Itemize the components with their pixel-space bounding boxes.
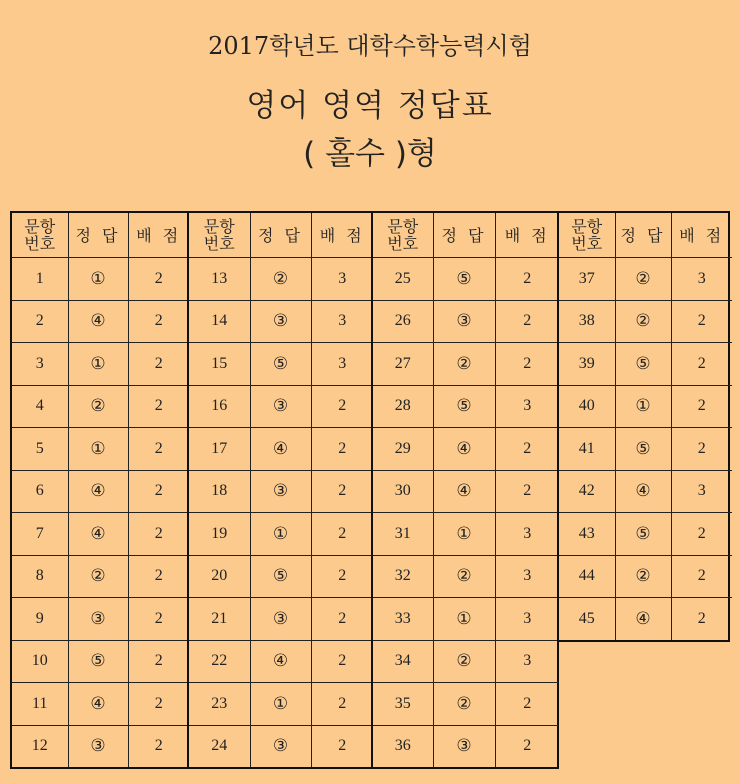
- header-points: 배 점: [671, 213, 732, 258]
- points: 2: [311, 725, 373, 767]
- correct-answer: ⑤: [615, 513, 671, 556]
- question-number: 36: [373, 725, 433, 767]
- correct-answer: ③: [250, 725, 311, 767]
- points: 3: [495, 555, 559, 598]
- points: 2: [495, 725, 559, 767]
- question-number: 41: [559, 428, 615, 471]
- points: 3: [495, 385, 559, 428]
- header-answer: 정 답: [68, 213, 128, 258]
- table-row: [12, 513, 189, 556]
- table-row: [12, 258, 189, 301]
- table-row: [12, 640, 189, 683]
- question-number: 28: [373, 385, 433, 428]
- points: 2: [311, 428, 373, 471]
- question-number: 19: [189, 513, 250, 556]
- header-question-number: 문항 번호: [559, 213, 615, 258]
- correct-answer: ①: [250, 683, 311, 726]
- correct-answer: ②: [250, 258, 311, 301]
- points: 2: [495, 428, 559, 471]
- table-row: [373, 683, 559, 726]
- question-number: 9: [12, 598, 68, 641]
- correct-answer: ⑤: [68, 640, 128, 683]
- points: 2: [128, 258, 189, 301]
- table-row: [189, 258, 373, 301]
- answer-group-4: [557, 211, 730, 642]
- points: 3: [311, 343, 373, 386]
- points: 3: [495, 513, 559, 556]
- correct-answer: ②: [433, 555, 495, 598]
- correct-answer: ④: [68, 683, 128, 726]
- correct-answer: ③: [250, 385, 311, 428]
- points: 3: [671, 258, 732, 301]
- question-number: 22: [189, 640, 250, 683]
- question-number: 42: [559, 470, 615, 513]
- points: 2: [128, 300, 189, 343]
- table-row: [189, 683, 373, 726]
- question-number: 4: [12, 385, 68, 428]
- question-number: 7: [12, 513, 68, 556]
- points: 2: [128, 725, 189, 767]
- question-number: 2: [12, 300, 68, 343]
- correct-answer: ⑤: [615, 428, 671, 471]
- points: 2: [495, 300, 559, 343]
- exam-title: 2017학년도 대학수학능력시험: [208, 32, 532, 60]
- header-points: 배 점: [128, 213, 189, 258]
- points: 2: [311, 470, 373, 513]
- points: 2: [128, 343, 189, 386]
- table-row: [373, 428, 559, 471]
- table-row: [373, 300, 559, 343]
- correct-answer: ②: [615, 258, 671, 301]
- table-row: [559, 428, 732, 471]
- correct-answer: ④: [433, 470, 495, 513]
- correct-answer: ③: [250, 598, 311, 641]
- points: 2: [311, 555, 373, 598]
- question-number: 32: [373, 555, 433, 598]
- header-points: 배 점: [311, 213, 373, 258]
- question-number: 29: [373, 428, 433, 471]
- question-number: 24: [189, 725, 250, 767]
- correct-answer: ③: [250, 300, 311, 343]
- points: 2: [128, 428, 189, 471]
- subject-title: 영어 영역 정답표: [246, 88, 494, 124]
- points: 2: [311, 683, 373, 726]
- question-number: 37: [559, 258, 615, 301]
- table-row: [12, 343, 189, 386]
- points: 3: [671, 470, 732, 513]
- points: 2: [128, 598, 189, 641]
- header-points: 배 점: [495, 213, 559, 258]
- question-number: 12: [12, 725, 68, 767]
- correct-answer: ②: [433, 343, 495, 386]
- points: 3: [495, 598, 559, 641]
- correct-answer: ①: [68, 343, 128, 386]
- question-number: 21: [189, 598, 250, 641]
- type-label: ( 홀수 )형: [303, 136, 437, 172]
- points: 2: [671, 385, 732, 428]
- question-number: 40: [559, 385, 615, 428]
- correct-answer: ①: [433, 513, 495, 556]
- question-number: 17: [189, 428, 250, 471]
- question-number: 43: [559, 513, 615, 556]
- points: 2: [495, 343, 559, 386]
- question-number: 15: [189, 343, 250, 386]
- points: 3: [311, 258, 373, 301]
- points: 2: [128, 513, 189, 556]
- points: 2: [311, 513, 373, 556]
- question-number: 13: [189, 258, 250, 301]
- question-number: 39: [559, 343, 615, 386]
- answer-group-1: [10, 211, 189, 769]
- table-row: [559, 300, 732, 343]
- table-row: [189, 555, 373, 598]
- question-number: 18: [189, 470, 250, 513]
- question-number: 11: [12, 683, 68, 726]
- points: 2: [671, 513, 732, 556]
- table-row: [189, 300, 373, 343]
- table-row: [189, 428, 373, 471]
- correct-answer: ②: [433, 640, 495, 683]
- points: 2: [311, 640, 373, 683]
- points: 2: [128, 385, 189, 428]
- correct-answer: ①: [68, 258, 128, 301]
- table-row: [373, 385, 559, 428]
- points: 2: [671, 598, 732, 640]
- correct-answer: ⑤: [615, 343, 671, 386]
- question-number: 27: [373, 343, 433, 386]
- correct-answer: ②: [615, 300, 671, 343]
- correct-answer: ④: [615, 470, 671, 513]
- question-number: 8: [12, 555, 68, 598]
- header-question-number: 문항 번호: [373, 213, 433, 258]
- table-row: [373, 725, 559, 767]
- table-row: [12, 300, 189, 343]
- question-number: 3: [12, 343, 68, 386]
- correct-answer: ③: [433, 300, 495, 343]
- correct-answer: ④: [615, 598, 671, 640]
- points: 2: [671, 300, 732, 343]
- correct-answer: ①: [250, 513, 311, 556]
- table-row: [12, 683, 189, 726]
- header-answer: 정 답: [250, 213, 311, 258]
- question-number: 26: [373, 300, 433, 343]
- correct-answer: ①: [433, 598, 495, 641]
- points: 2: [128, 470, 189, 513]
- correct-answer: ④: [250, 640, 311, 683]
- header-question-number: 문항 번호: [189, 213, 250, 258]
- table-row: [189, 470, 373, 513]
- points: 2: [671, 343, 732, 386]
- answer-group-3: [371, 211, 559, 769]
- correct-answer: ③: [68, 598, 128, 641]
- question-number: 33: [373, 598, 433, 641]
- correct-answer: ⑤: [433, 385, 495, 428]
- table-row: [373, 640, 559, 683]
- points: 2: [495, 683, 559, 726]
- table-row: [12, 598, 189, 641]
- table-row: [559, 385, 732, 428]
- table-row: [189, 385, 373, 428]
- points: 2: [128, 555, 189, 598]
- table-row: [12, 725, 189, 767]
- correct-answer: ④: [68, 513, 128, 556]
- question-number: 25: [373, 258, 433, 301]
- table-row: [373, 258, 559, 301]
- header-answer: 정 답: [433, 213, 495, 258]
- points: 2: [495, 470, 559, 513]
- table-row: [373, 598, 559, 641]
- table-row: [189, 725, 373, 767]
- correct-answer: ⑤: [250, 343, 311, 386]
- question-number: 16: [189, 385, 250, 428]
- table-row: [12, 385, 189, 428]
- question-number: 34: [373, 640, 433, 683]
- question-number: 30: [373, 470, 433, 513]
- correct-answer: ②: [615, 555, 671, 598]
- correct-answer: ②: [433, 683, 495, 726]
- table-row: [559, 513, 732, 556]
- correct-answer: ④: [68, 300, 128, 343]
- points: 2: [128, 640, 189, 683]
- table-row: [559, 555, 732, 598]
- points: 2: [128, 683, 189, 726]
- question-number: 35: [373, 683, 433, 726]
- points: 3: [495, 640, 559, 683]
- correct-answer: ④: [250, 428, 311, 471]
- table-row: [373, 555, 559, 598]
- correct-answer: ④: [433, 428, 495, 471]
- points: 2: [495, 258, 559, 301]
- question-number: 5: [12, 428, 68, 471]
- question-number: 31: [373, 513, 433, 556]
- question-number: 45: [559, 598, 615, 640]
- correct-answer: ④: [68, 470, 128, 513]
- header-answer: 정 답: [615, 213, 671, 258]
- question-number: 14: [189, 300, 250, 343]
- correct-answer: ⑤: [250, 555, 311, 598]
- correct-answer: ②: [68, 555, 128, 598]
- table-row: [189, 343, 373, 386]
- table-row: [189, 640, 373, 683]
- table-row: [12, 555, 189, 598]
- table-row: [559, 258, 732, 301]
- table-row: [189, 598, 373, 641]
- question-number: 38: [559, 300, 615, 343]
- question-number: 10: [12, 640, 68, 683]
- answer-group-2: [187, 211, 373, 769]
- table-row: [12, 428, 189, 471]
- question-number: 6: [12, 470, 68, 513]
- table-row: [373, 343, 559, 386]
- table-row: [559, 598, 732, 640]
- header-question-number: 문항 번호: [12, 213, 68, 258]
- correct-answer: ①: [68, 428, 128, 471]
- correct-answer: ③: [250, 470, 311, 513]
- question-number: 44: [559, 555, 615, 598]
- table-row: [559, 470, 732, 513]
- points: 2: [311, 385, 373, 428]
- question-number: 20: [189, 555, 250, 598]
- correct-answer: ③: [68, 725, 128, 767]
- correct-answer: ①: [615, 385, 671, 428]
- correct-answer: ③: [433, 725, 495, 767]
- points: 3: [311, 300, 373, 343]
- table-row: [189, 513, 373, 556]
- correct-answer: ②: [68, 385, 128, 428]
- points: 2: [311, 598, 373, 641]
- question-number: 23: [189, 683, 250, 726]
- question-number: 1: [12, 258, 68, 301]
- correct-answer: ⑤: [433, 258, 495, 301]
- table-row: [373, 513, 559, 556]
- table-row: [559, 343, 732, 386]
- points: 2: [671, 428, 732, 471]
- points: 2: [671, 555, 732, 598]
- table-row: [12, 470, 189, 513]
- table-row: [373, 470, 559, 513]
